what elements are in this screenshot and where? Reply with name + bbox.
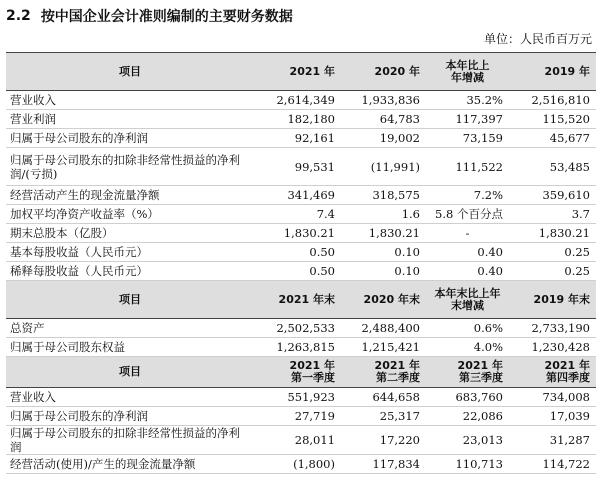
row-label: 经营活动(使用)/产生的现金流量净额 — [6, 455, 254, 474]
table-cell: 17,220 — [341, 426, 426, 455]
table-row — [6, 426, 596, 455]
section-heading — [6, 4, 293, 28]
row-label: 归属于母公司股东的扣除非经常性损益的净利润/(亏损) — [6, 148, 254, 186]
table-cell: 3.7 — [509, 205, 596, 224]
table-cell: 45,677 — [509, 129, 596, 148]
row-label: 基本每股收益（人民币元） — [6, 243, 254, 262]
table2-header-cell: 2019 年末 — [509, 281, 596, 319]
table-row — [6, 205, 596, 224]
table-cell: 0.40 — [426, 243, 509, 262]
table-cell: 23,013 — [426, 426, 509, 455]
table-cell: 110,713 — [426, 455, 509, 474]
table-cell: 1,263,815 — [254, 338, 341, 357]
table3-header-cell: 2021 年 第一季度 — [254, 357, 341, 388]
table-row — [6, 262, 596, 281]
table-cell: 318,575 — [341, 186, 426, 205]
table1-header-cell: 项目 — [6, 53, 254, 91]
row-label: 归属于母公司股东的扣除非经常性损益的净利润 — [6, 426, 254, 455]
table-cell: 0.10 — [341, 243, 426, 262]
row-label: 经营活动产生的现金流量净额 — [6, 186, 254, 205]
table-cell: 1.6 — [341, 205, 426, 224]
table-cell: 28,011 — [254, 426, 341, 455]
row-label: 营业利润 — [6, 110, 254, 129]
table-cell: 5.8 个百分点 — [426, 205, 509, 224]
table-cell: 25,317 — [341, 407, 426, 426]
table-row — [6, 224, 596, 243]
row-label: 总资产 — [6, 319, 254, 338]
table-cell: 0.10 — [341, 262, 426, 281]
table-cell: 2,488,400 — [341, 319, 426, 338]
unit-label: 单位：人民币百万元 — [483, 32, 592, 46]
table-cell: 0.25 — [509, 243, 596, 262]
table-row — [6, 319, 596, 338]
table-row — [6, 91, 596, 110]
row-label: 营业收入 — [6, 91, 254, 110]
section-number: 2.2 — [6, 8, 31, 24]
table-cell: 4.0% — [426, 338, 509, 357]
table-cell: - — [426, 224, 509, 243]
table-cell: 22,086 — [426, 407, 509, 426]
row-label: 归属于母公司股东权益 — [6, 338, 254, 357]
table1-header-row — [6, 53, 596, 91]
table-cell: 17,039 — [509, 407, 596, 426]
row-label: 归属于母公司股东的净利润 — [6, 129, 254, 148]
table2-header-cell: 2020 年末 — [341, 281, 426, 319]
table-cell: 1,830.21 — [341, 224, 426, 243]
table-cell: 7.4 — [254, 205, 341, 224]
table2-header-cell: 2021 年末 — [254, 281, 341, 319]
row-label: 加权平均净资产收益率（%） — [6, 205, 254, 224]
table-cell: 35.2% — [426, 91, 509, 110]
table-cell: 64,783 — [341, 110, 426, 129]
table-cell: 1,933,836 — [341, 91, 426, 110]
table-cell: (1,800) — [254, 455, 341, 474]
table-row — [6, 455, 596, 474]
financial-table-body — [6, 53, 596, 474]
table-cell: 359,610 — [509, 186, 596, 205]
table-cell: 683,760 — [426, 388, 509, 407]
row-label: 稀释每股收益（人民币元） — [6, 262, 254, 281]
table3-header-cell: 项目 — [6, 357, 254, 388]
table2-header-cell: 本年末比上年 末增减 — [426, 281, 509, 319]
table-cell: 0.25 — [509, 262, 596, 281]
table1-header-cell: 本年比上 年增减 — [426, 53, 509, 91]
table-cell: 2,614,349 — [254, 91, 341, 110]
table-cell: 182,180 — [254, 110, 341, 129]
section-title: 按中国企业会计准则编制的主要财务数据 — [40, 9, 293, 25]
table-cell: 117,834 — [341, 455, 426, 474]
table-cell: (11,991) — [341, 148, 426, 186]
table3-header-cell: 2021 年 第二季度 — [341, 357, 426, 388]
table-cell: 2,516,810 — [509, 91, 596, 110]
table-cell: 551,923 — [254, 388, 341, 407]
table-row — [6, 110, 596, 129]
table2-header-cell: 项目 — [6, 281, 254, 319]
table-cell: 644,658 — [341, 388, 426, 407]
table-row — [6, 186, 596, 205]
table-row — [6, 129, 596, 148]
table1-header-cell: 2021 年 — [254, 53, 341, 91]
table-cell: 734,008 — [509, 388, 596, 407]
table-cell: 0.50 — [254, 243, 341, 262]
table-cell: 0.50 — [254, 262, 341, 281]
table-cell: 53,485 — [509, 148, 596, 186]
table-cell: 0.40 — [426, 262, 509, 281]
table3-header-cell: 2021 年 第四季度 — [509, 357, 596, 388]
table3-header-row — [6, 357, 596, 388]
table-cell: 341,469 — [254, 186, 341, 205]
row-label: 期末总股本（亿股） — [6, 224, 254, 243]
table-cell: 92,161 — [254, 129, 341, 148]
table-cell: 7.2% — [426, 186, 509, 205]
table-cell: 1,830.21 — [254, 224, 341, 243]
table3-header-cell: 2021 年 第三季度 — [426, 357, 509, 388]
financial-data-table — [6, 52, 596, 474]
row-label: 营业收入 — [6, 388, 254, 407]
table-row — [6, 148, 596, 186]
table-cell: 1,230,428 — [509, 338, 596, 357]
table-cell: 111,522 — [426, 148, 509, 186]
table-cell: 2,733,190 — [509, 319, 596, 338]
table-row — [6, 407, 596, 426]
table-cell: 2,502,533 — [254, 319, 341, 338]
table-cell: 1,830.21 — [509, 224, 596, 243]
table-cell: 0.6% — [426, 319, 509, 338]
table-cell: 115,520 — [509, 110, 596, 129]
table-cell: 27,719 — [254, 407, 341, 426]
table-cell: 99,531 — [254, 148, 341, 186]
table-row — [6, 388, 596, 407]
table-row — [6, 243, 596, 262]
table-cell: 73,159 — [426, 129, 509, 148]
table1-header-cell: 2019 年 — [509, 53, 596, 91]
table-cell: 117,397 — [426, 110, 509, 129]
table2-header-row — [6, 281, 596, 319]
row-label: 归属于母公司股东的净利润 — [6, 407, 254, 426]
table-cell: 1,215,421 — [341, 338, 426, 357]
table-cell: 19,002 — [341, 129, 426, 148]
table-cell: 31,287 — [509, 426, 596, 455]
table-cell: 114,722 — [509, 455, 596, 474]
table-row — [6, 338, 596, 357]
table1-header-cell: 2020 年 — [341, 53, 426, 91]
